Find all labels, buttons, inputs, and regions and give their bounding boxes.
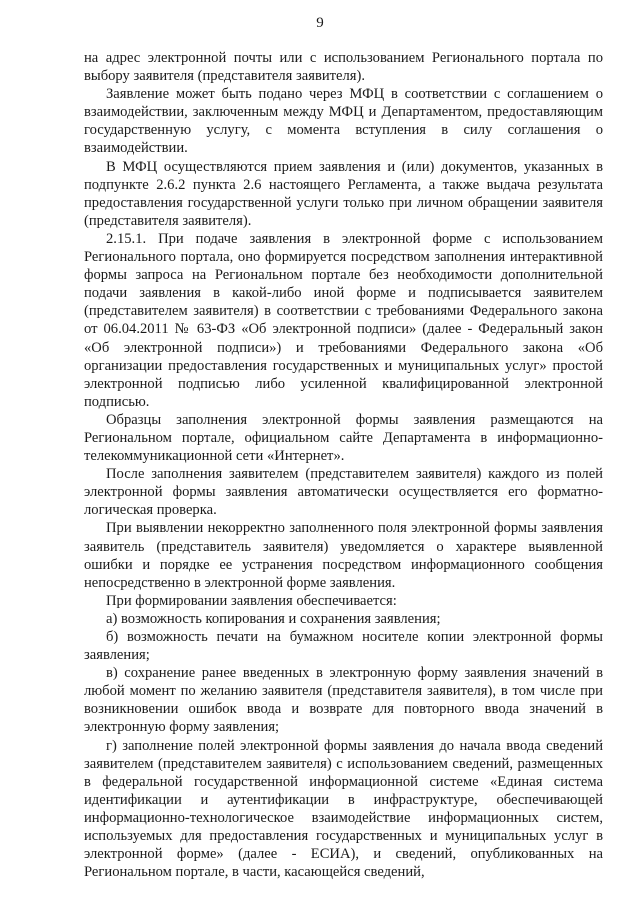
document-body	[84, 49, 603, 881]
paragraph-3: В МФЦ осуществляются прием заявления и (или) документов, указанных в подпункте 2.6.2 пункта 2.6 настоящего Регламента, а также выдача результата предоставления государственной услуги только при личном обращении заявителя (представителя заявителя).	[84, 158, 603, 229]
list-item-a: а) возможность копирования и сохранения заявления;	[106, 610, 441, 627]
paragraph-5: Образцы заполнения электронной формы заявления размещаются на Региональном портале, официальном сайте Департамента в информационно-телекоммуникационной сети «Интернет».	[84, 411, 603, 465]
paragraph-7: При выявлении некорректно заполненного поля электронной формы заявления заявитель (представитель заявителя) уведомляется о характере выявленной ошибки и порядке ее устранения посредством информационного сообщения непосредственно в электронной форме заявления.	[84, 520, 603, 591]
page-number: 9	[316, 15, 324, 31]
list-item-v: в) сохранение ранее введенных в электронную форму заявления значений в любой момент по желанию заявителя (представителя заявителя), в том числе при возникновении ошибок ввода и возврате для повторного ввода значений в электронную форму заявления;	[84, 665, 603, 736]
list-item-b: б) возможность печати на бумажном носителе копии электронной формы заявления;	[84, 629, 603, 664]
list-item-g: г) заполнение полей электронной формы заявления до начала ввода сведений заявителем (представителем заявителя) с использованием сведений, размещенных в федеральной государственной информационной системе «Единая система идентификации и аутентификации в инфраструктуре, обеспечивающей информационно-технологическое взаимодействие информационных систем, используемых для предоставления государственных и муниципальных услуг в электронной форме» (далее - ЕСИА), и сведений, опубликованных на Региональном портале, в части, касающейся сведений,	[84, 737, 603, 881]
paragraph-6: После заполнения заявителем (представителем заявителя) каждого из полей электронной формы заявления автоматически осуществляется его форматно-логическая проверка.	[84, 466, 603, 519]
paragraph-8: При формировании заявления обеспечивается:	[106, 592, 397, 609]
paragraph-4: 2.15.1. При подаче заявления в электронной форме с использованием Регионального портала, оно формируется посредством заполнения интерактивной формы запроса на Региональном портале без необходимости дополнительной подачи заявления в какой-либо иной форме и подписывается заявителем (представителем заявителя) в соответствии с требованиями Федерального закона от 06.04.2011 № 63-ФЗ «Об электронной подписи» (далее - Федеральный закон «Об электронной подписи») и требованиями Федерального закона «Об организации предоставления государственных и муниципальных услуг» простой электронной подписью либо усиленной квалифицированной электронной подписью.	[84, 230, 603, 410]
paragraph-1: на адрес электронной почты или с использованием Регионального портала по выбору заявителя (представителя заявителя).	[84, 50, 603, 85]
paragraph-2: Заявление может быть подано через МФЦ в соответствии с соглашением о взаимодействии, заключенным между МФЦ и Департаментом, предоставляющим государственную услугу, с момента вступления в силу соглашения о взаимодействии.	[84, 86, 603, 157]
